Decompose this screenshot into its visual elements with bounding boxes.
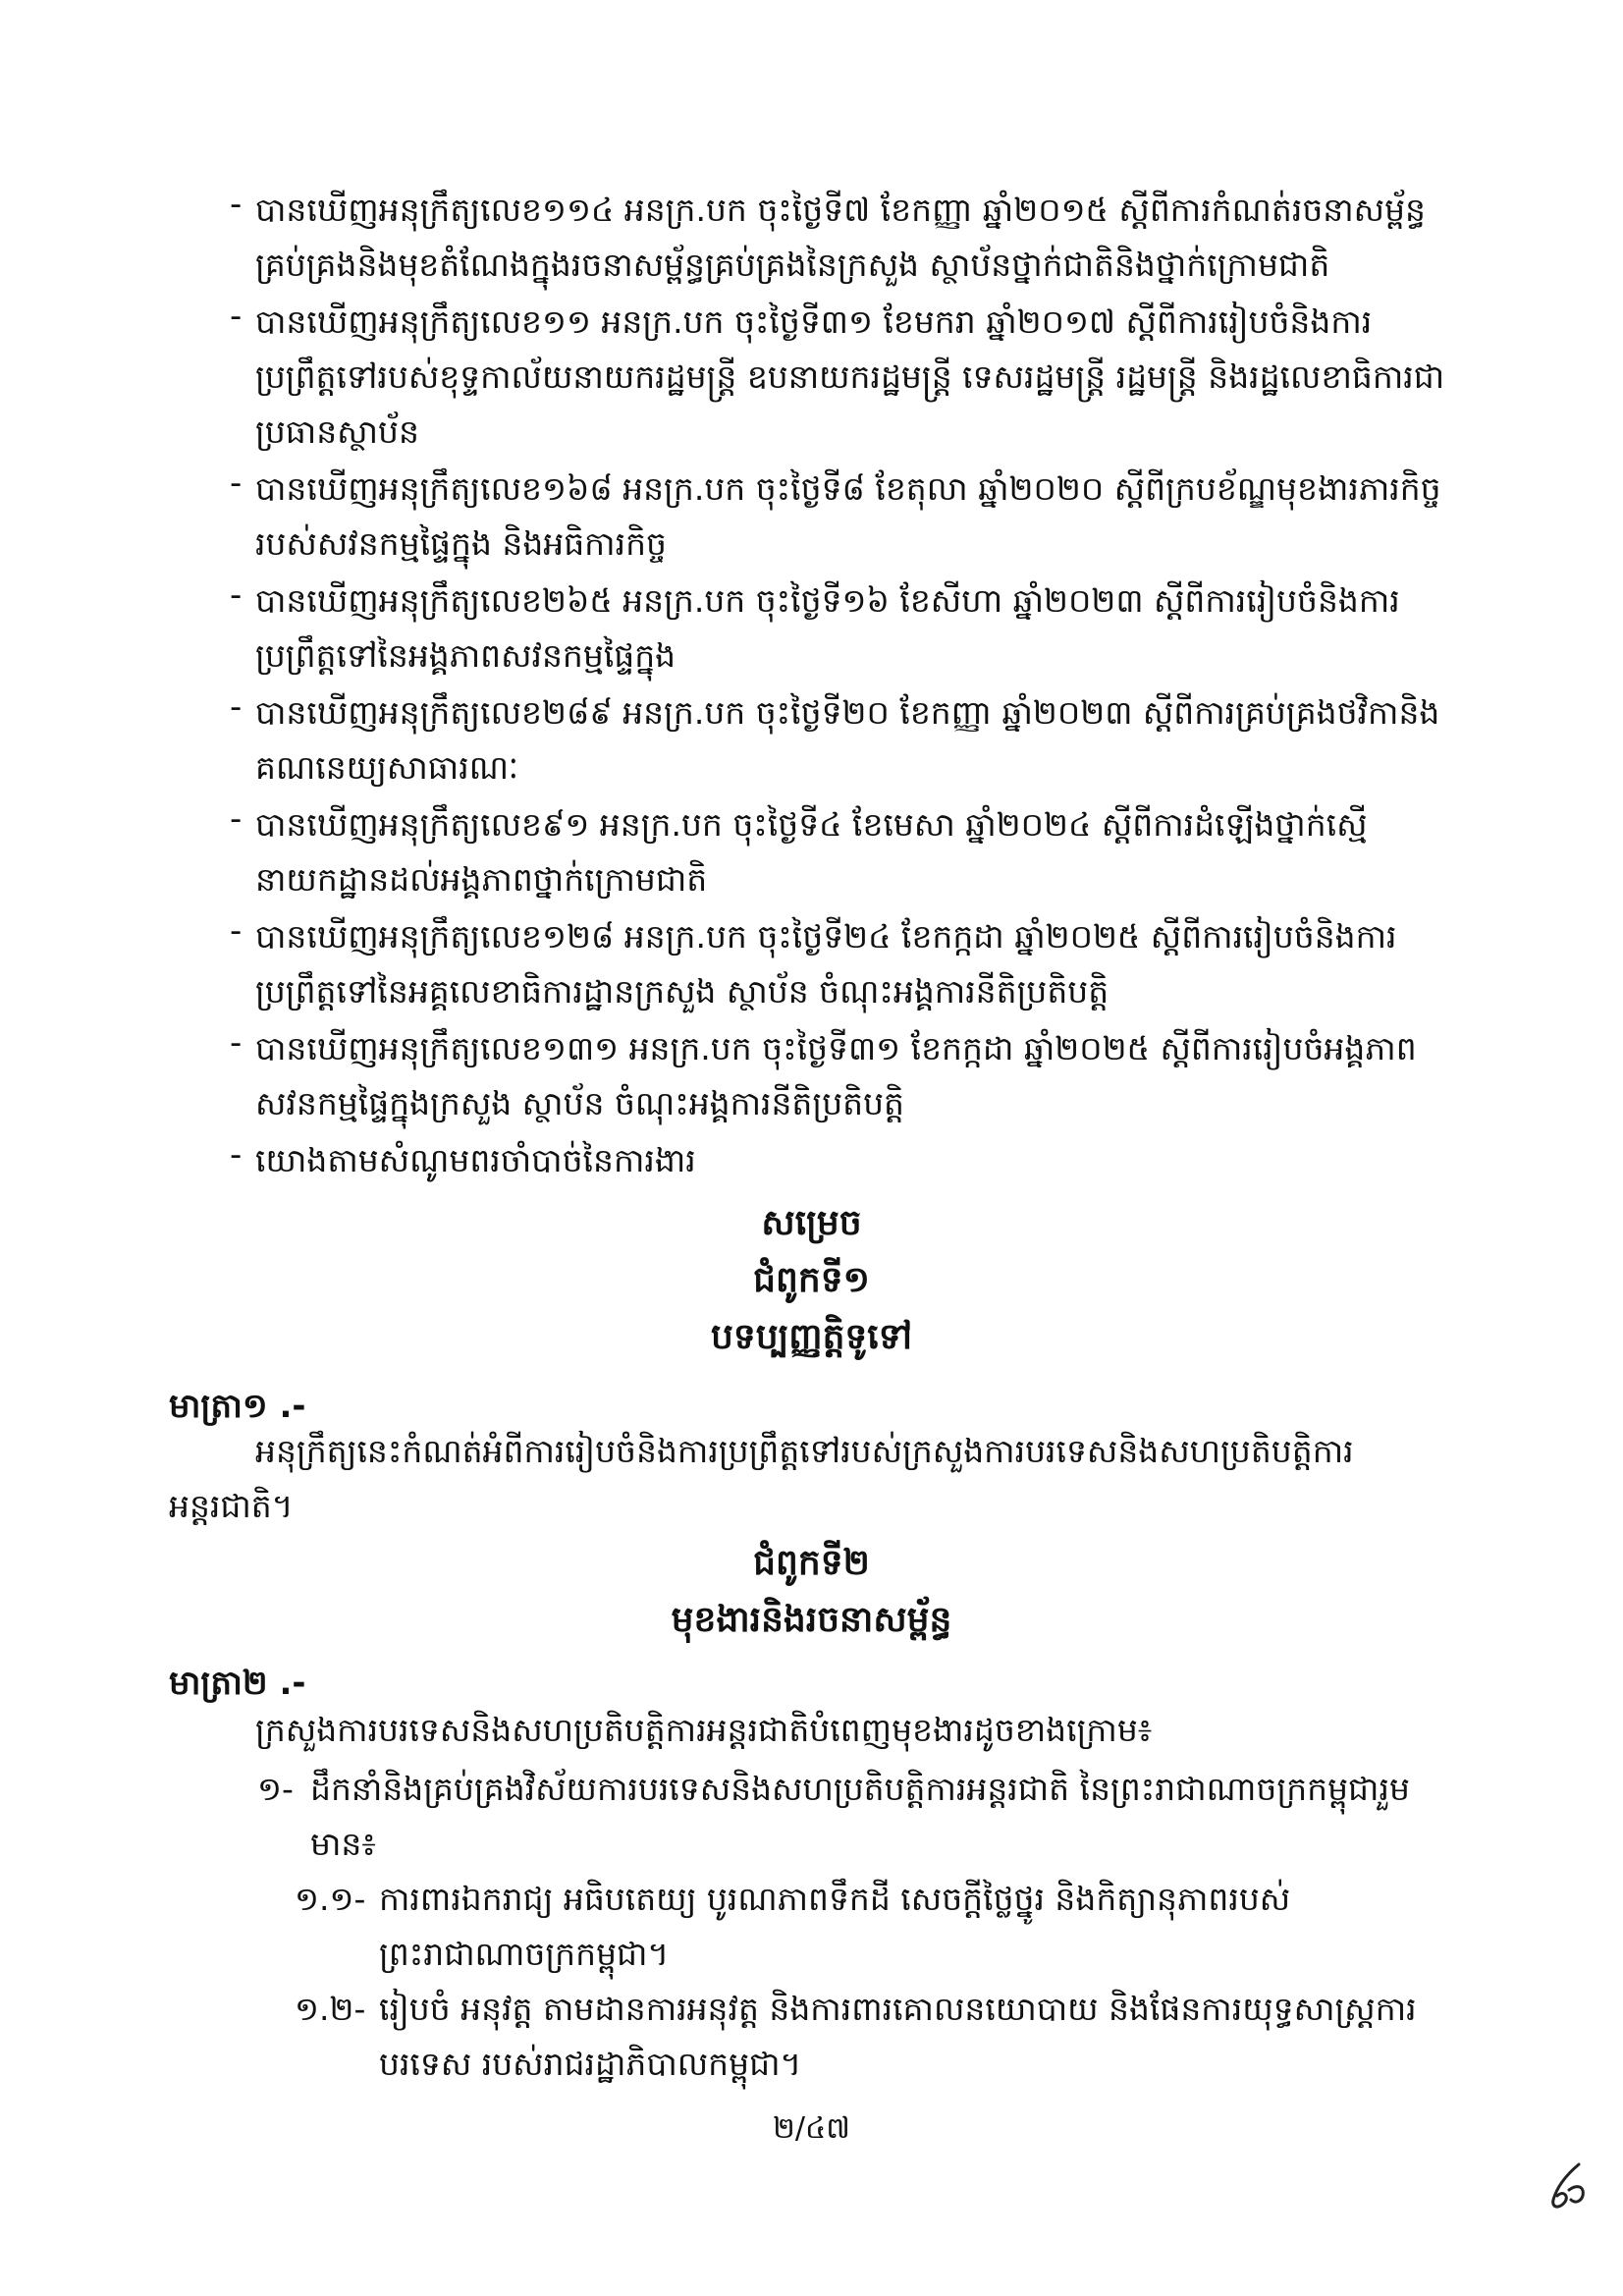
signature-mark: [1540, 2157, 1598, 2215]
preamble-text: បានឃើញអនុក្រឹត្យលេខ៩១ អនក្រ.បក ចុះថ្ងៃទី៤ ខែមេសា ឆ្នាំ២០២៤ ស្តីពីការដំឡើងថ្នាក់ស្មើនាយកដ្ឋានដល់អង្គភាពថ្នាក់ក្រោមជាតិ: [255, 805, 1368, 899]
item-text: ការពារឯករាជ្យ អធិបតេយ្យ បូរណភាពទឹកដី សេចក្តីថ្លៃថ្នូរ និងកិត្យានុភាពរបស់ព្រះរាជាណាចក្រកម្ពុជា។: [379, 1880, 1291, 1973]
preamble-item: [230, 574, 1447, 683]
preamble-item: [230, 909, 1447, 1019]
preamble-text: យោងតាមសំណូមពរចាំបាច់នៃការងារ: [255, 1141, 696, 1179]
chapter-2-subtitle: មុខងារនិងរចនាសម្ព័ន្ធ: [671, 1600, 952, 1640]
article-2-intro: ក្រសួងការបរទេសនិងសហប្រតិបត្តិការអន្តរជាតិបំពេញមុខងារដូចខាងក្រោម៖: [255, 1711, 1153, 1749]
preamble-item: [230, 183, 1447, 293]
item-number: ១-: [257, 1770, 294, 1808]
bullet-dash: -: [230, 297, 243, 336]
chapter-1-title: ជំពូកទី១: [753, 1260, 870, 1300]
item-number: ១.២-: [295, 1990, 366, 2028]
page-number: ២/៤៧: [773, 2111, 850, 2146]
item-number: ១.១-: [295, 1880, 366, 1918]
preamble-item: [230, 797, 1447, 907]
list-item: [295, 1872, 1445, 1982]
preamble-item: [230, 462, 1447, 572]
list-item: [295, 1982, 1445, 2092]
preamble-item: [230, 1133, 1447, 1188]
preamble-item: [230, 1021, 1447, 1131]
preamble-text: បានឃើញអនុក្រឹត្យលេខ២៦៥ អនក្រ.បក ចុះថ្ងៃទី១៦ ខែសីហា ឆ្នាំ២០២៣ ស្តីពីការរៀបចំនិងការប្រព្រឹត្តទៅនៃអង្គភាពសវនកម្មផ្ទៃក្នុង: [255, 581, 1400, 675]
preamble-text: បានឃើញអនុក្រឹត្យលេខ១១៤ អនក្រ.បក ចុះថ្ងៃទី៧ ខែកញ្ញា ឆ្នាំ២០១៥ ស្តីពីការកំណត់រចនាសម្ព័ន្ធគ្រប់គ្រងនិងមុខតំណែងក្នុងរចនាសម្ព័ន្ធគ្រប់គ្រងនៃក្រសួង ស្ថាប័នថ្នាក់ជាតិនិងថ្នាក់ក្រោមជាតិ: [255, 191, 1426, 284]
decision-heading: សម្រេច: [761, 1203, 862, 1243]
chapter-2-title: ជំពូកទី២: [753, 1543, 870, 1583]
item-text: ដឹកនាំនិងគ្រប់គ្រងវិស័យការបរទេសនិងសហប្រតិបត្តិការអន្តរជាតិ នៃព្រះរាជាណាចក្រកម្ពុជារួមមាន៖: [310, 1770, 1410, 1863]
article-1-text: អនុក្រឹត្យនេះកំណត់អំពីការរៀបចំនិងការប្រព្រឹត្តទៅរបស់ក្រសួងការបរទេសនិងសហប្រតិបត្តិការអន្តរជាតិ។: [169, 1432, 1354, 1525]
preamble-text: បានឃើញអនុក្រឹត្យលេខ១៣១ អនក្រ.បក ចុះថ្ងៃទី៣១ ខែកក្កដា ឆ្នាំ២០២៥ ស្តីពីការរៀបចំអង្គភាពសវនកម្មផ្ទៃក្នុងក្រសួង ស្ថាប័ន ចំណុះអង្គការនីតិប្រតិបត្តិ: [255, 1029, 1417, 1122]
bullet-dash: -: [230, 687, 243, 727]
bullet-dash: -: [230, 575, 243, 615]
preamble-text: បានឃើញអនុក្រឹត្យលេខ១៦៨ អនក្រ.បក ចុះថ្ងៃទី៨ ខែតុលា ឆ្នាំ២០២០ ស្តីពីក្របខ័ណ្ឌមុខងារភារកិច្ចរបស់សវនកម្មផ្ទៃក្នុង និងអធិការកិច្ច: [255, 469, 1441, 563]
preamble-text: បានឃើញអនុក្រឹត្យលេខ១១ អនក្រ.បក ចុះថ្ងៃទី៣១ ខែមករា ឆ្នាំ២០១៧ ស្តីពីការរៀបចំនិងការប្រព្រឹត្តទៅរបស់ខុទ្ទកាល័យនាយករដ្ឋមន្ត្រី ឧបនាយករដ្ឋមន្ត្រី ទេសរដ្ឋមន្ត្រី រដ្ឋមន្ត្រី និងរដ្ឋលេខាធិការជាប្រធានស្ថាប័ន: [255, 302, 1445, 451]
article-1-label: មាត្រា១ .-: [169, 1387, 306, 1426]
preamble-text: បានឃើញអនុក្រឹត្យលេខ២៨៩ អនក្រ.បក ចុះថ្ងៃទី២០ ខែកញ្ញា ឆ្នាំ២០២៣ ស្តីពីការគ្រប់គ្រងថវិកានិងគណនេយ្យសាធារណៈ: [255, 693, 1440, 787]
chapter-1-subtitle: បទប្បញ្ញត្តិទូទៅ: [711, 1317, 912, 1357]
preamble-item: [230, 685, 1447, 795]
bullet-dash: -: [230, 185, 243, 224]
bullet-dash: -: [230, 464, 243, 503]
preamble-item: [230, 295, 1447, 460]
bullet-dash: -: [230, 1135, 243, 1175]
article-2-label: មាត្រា២ .-: [169, 1664, 306, 1703]
item-text: រៀបចំ អនុវត្ត តាមដានការអនុវត្ត និងការពារគោលនយោបាយ និងផែនការយុទ្ធសាស្ត្រការបរទេស របស់រាជរដ្ឋាភិបាលកម្ពុជា។: [379, 1990, 1417, 2083]
bullet-dash: -: [230, 799, 243, 839]
preamble-text: បានឃើញអនុក្រឹត្យលេខ១២៨ អនក្រ.បក ចុះថ្ងៃទី២៤ ខែកក្កដា ឆ្នាំ២០២៥ ស្តីពីការរៀបចំនិងការប្រព្រឹត្តទៅនៃអគ្គលេខាធិការដ្ឋានក្រសួង ស្ថាប័ន ចំណុះអង្គការនីតិប្រតិបត្តិ: [255, 917, 1397, 1011]
bullet-dash: -: [230, 911, 243, 951]
list-item: [257, 1762, 1445, 1872]
bullet-dash: -: [230, 1023, 243, 1063]
